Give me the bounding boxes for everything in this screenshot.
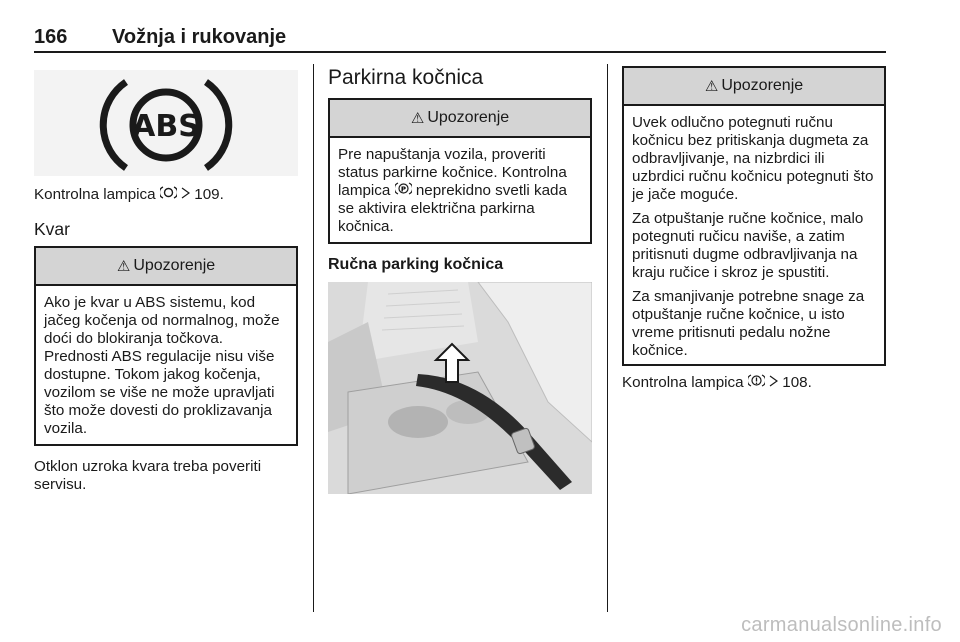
warning-title: Upozorenje [427, 109, 510, 126]
page-header [34, 26, 886, 52]
warning-triangle-icon: ⚠ [704, 78, 719, 95]
warning-text-post: neprekidno svetli kada se aktivira električna parkirna kočnica. [338, 182, 567, 235]
lamp-reference-page[interactable]: 109. [194, 186, 224, 203]
warning-paragraph-2: Za otpuštanje ručne kočnice, malo potegnuti ručicu naviše, a zatim pritisnuti dugme odbravljivanja na kraju ručice i skroz je spustiti. [632, 210, 864, 281]
warning-box-abs [34, 246, 298, 446]
header-rule [34, 51, 886, 53]
warning-body [36, 286, 296, 438]
warning-body [330, 138, 590, 236]
abs-symbol-label: ABS [132, 109, 200, 144]
subheading-hand-brake: Ručna parking kočnica [328, 256, 504, 273]
abs-symbol-icon [160, 186, 177, 204]
lamp-reference [34, 186, 298, 204]
watermark: carmanualsonline.info [741, 614, 942, 636]
lamp-reference [622, 374, 886, 392]
warning-text: Ako je kvar u ABS sistemu, kod jačeg kočenja od normalnog, može doći do blokiranja točkova. Prednosti ABS regulacije nisu više dostupne. Tokom jakog kočenja, vozilom se više ne može upravljati što može dovesti do proklizavanja vozila. [44, 294, 280, 437]
section-heading-kvar: Kvar [34, 219, 70, 239]
warning-title: Upozorenje [133, 257, 216, 274]
warning-text [338, 146, 582, 236]
warning-paragraph-1: Uvek odlučno potegnuti ručnu kočnicu bez pritiskanja dugmeta za odbravljivanje, na nizbrdici ili uzbrdici ručnu kočnicu potegnuti što je jače moguće. [632, 114, 874, 203]
warning-header [36, 248, 296, 286]
abs-warning-illustration [34, 70, 298, 176]
svg-text:P: P [400, 185, 406, 194]
page-reference-icon [181, 186, 190, 204]
warning-title: Upozorenje [721, 77, 804, 94]
warning-text-pre: Pre napuštanja vozila, proveriti status parkirne kočnice. Kontrolna lampica [338, 146, 567, 199]
column-divider [313, 64, 314, 612]
warning-box-hand-brake [622, 66, 886, 366]
warning-paragraph-3: Za smanjivanje potrebne snage za otpuštanje ručne kočnice, u isto vreme pritisnuti pedalu nožne kočnice. [632, 288, 865, 359]
lamp-reference-page[interactable]: 108. [782, 374, 812, 391]
warning-header [330, 100, 590, 138]
parking-brake-p-icon [395, 182, 412, 200]
warning-body [624, 106, 884, 360]
service-note: Otklon uzroka kvara treba poveriti servisu. [34, 458, 262, 493]
hand-brake-illustration [328, 282, 592, 494]
warning-box-parking [328, 98, 592, 244]
lamp-reference-text: Kontrolna lampica [34, 186, 156, 203]
section-heading-parking-brake: Parkirna kočnica [328, 66, 484, 89]
page-number: 166 [34, 26, 68, 48]
warning-triangle-icon: ⚠ [410, 110, 425, 127]
chapter-title: Vožnja i rukovanje [112, 26, 287, 48]
warning-triangle-icon: ⚠ [116, 258, 131, 275]
warning-header [624, 68, 884, 106]
brake-system-icon [748, 374, 765, 392]
lamp-reference-text: Kontrolna lampica [622, 374, 744, 391]
page-reference-icon [769, 374, 778, 392]
column-divider [607, 64, 608, 612]
